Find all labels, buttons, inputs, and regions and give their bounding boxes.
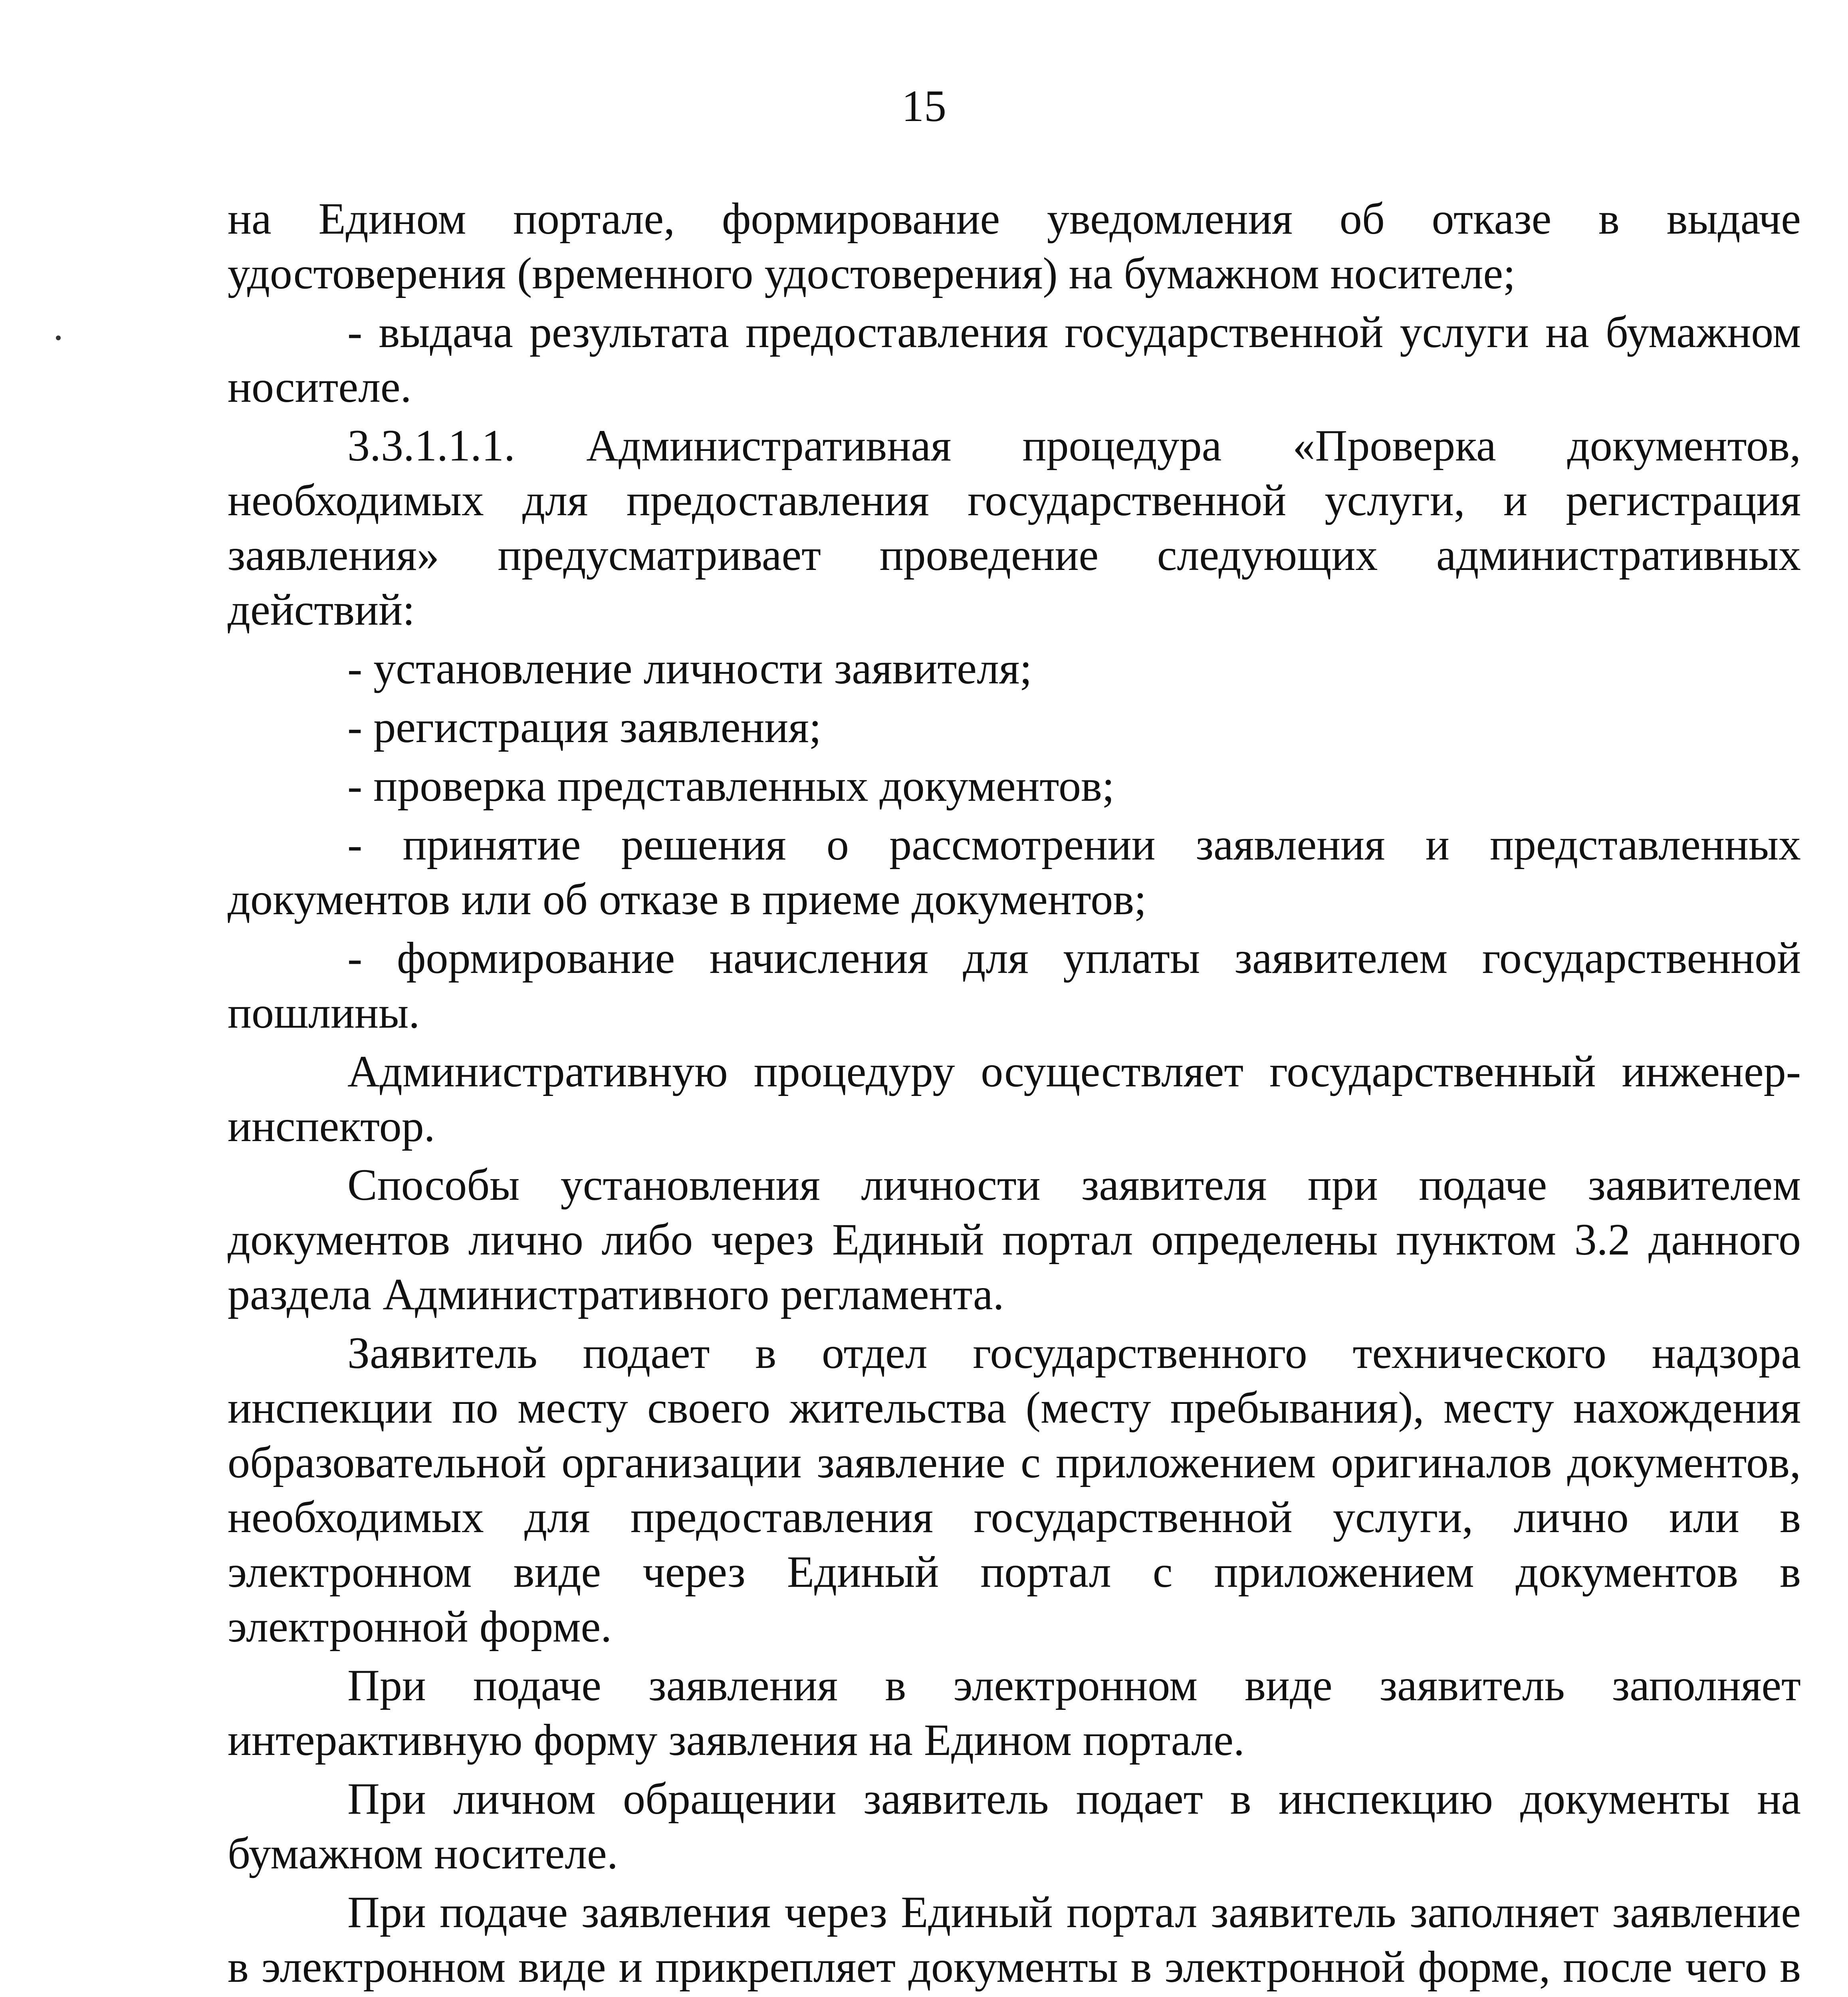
list-item: - принятие решения о рассмотрении заявления и представленных документов или об отказе в приеме документов; — [228, 820, 1801, 924]
paragraph: При личном обращении заявитель подает в инспекцию документы на бумажном носителе. — [228, 1774, 1801, 1878]
paragraph: Административную процедуру осуществляет государственный инженер-инспектор. — [228, 1047, 1801, 1151]
document-body — [228, 192, 1801, 1997]
scan-mark-dot — [56, 335, 61, 340]
list-item: - установление личности заявителя; — [347, 644, 1032, 693]
list-item: - выдача результата предоставления государственной услуги на бумажном носителе. — [228, 308, 1801, 412]
paragraph: на Едином портале, формирование уведомления об отказе в выдаче удостоверения (временного удостоверения) на бумажном носителе; — [228, 194, 1801, 298]
paragraph: При подаче заявления через Единый портал заявитель заполняет заявление в электронном виде и прикрепляет документы в электронной форме, после чего в — [228, 1888, 1801, 1992]
page-number: 15 — [902, 81, 946, 131]
paragraph: 3.3.1.1.1. Административная процедура «Проверка документов, необходимых для предоставления государственной услуги, и регистрация заявления» предусматривает проведение следующих административных действий: — [228, 421, 1801, 635]
list-item: - формирование начисления для уплаты заявителем государственной пошлины. — [228, 933, 1801, 1038]
paragraph: При подаче заявления в электронном виде заявитель заполняет интерактивную форму заявления на Едином портале. — [228, 1661, 1801, 1765]
paragraph: Заявитель подает в отдел государственного технического надзора инспекции по месту своего жительства (месту пребывания), месту нахождения образовательной организации заявление с приложением оригиналов документов, необходимых для предоставления государственной услуги, лично или в электронном виде через Единый портал с приложением документов в электронной форме. — [228, 1328, 1801, 1652]
list-item: - регистрация заявления; — [347, 703, 821, 752]
list-item: - проверка представленных документов; — [347, 761, 1114, 811]
paragraph: Способы установления личности заявителя при подаче заявителем документов лично либо через Единый портал определены пунктом 3.2 данного раздела Административного регламента. — [228, 1160, 1801, 1319]
